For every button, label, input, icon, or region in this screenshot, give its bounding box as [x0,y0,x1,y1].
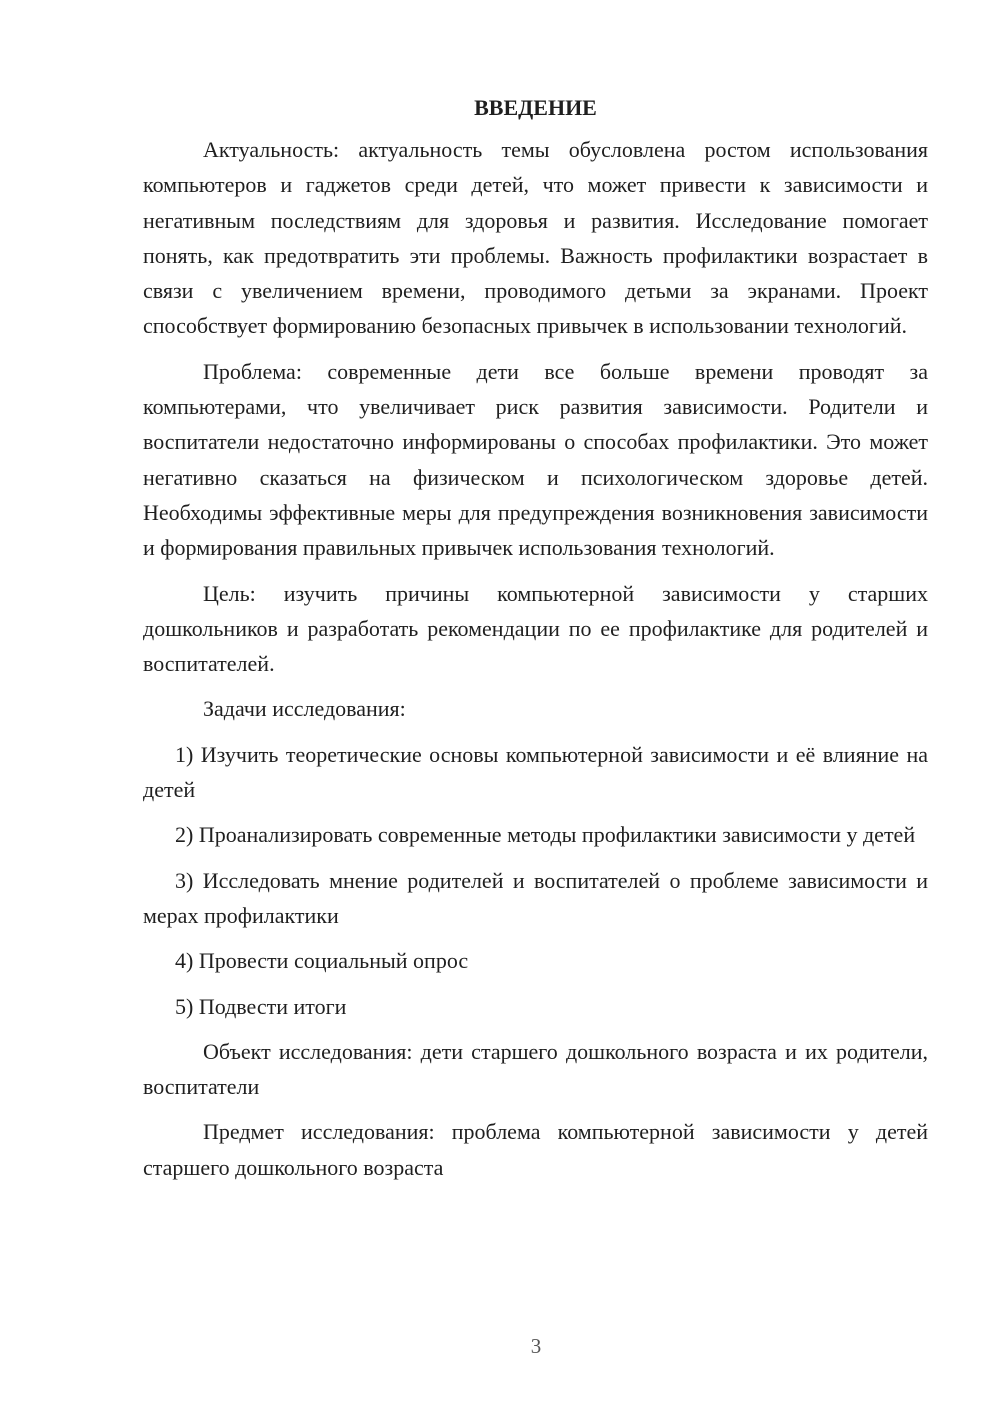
tasks-heading: Задачи исследования: [203,696,406,722]
problem-paragraph: Проблема: современные дети все больше времени проводят за компьютерами, что увеличивает риск развития зависимости. Родители и воспитатели недостаточно информированы о способах профилактики. Это может негативно сказаться на физическом и психологическом здоровье детей. Необходимы эффективные меры для предупреждения возникновения зависимости и формирования правильных привычек использования технологий. [143,358,928,561]
object-paragraph: Объект исследования: дети старшего дошкольного возраста и их родители, воспитатели [143,1038,928,1100]
task-item-3: 3) Исследовать мнение родителей и воспитателей о проблеме зависимости и мерах профилактики [143,867,928,928]
relevance-paragraph: Актуальность: актуальность темы обусловлена ростом использования компьютеров и гаджетов среди детей, что может привести к зависимости и негативным последствиям для здоровья и развития. Исследование помогает понять, как предотвратить эти проблемы. Важность профилактики возрастает в связи с увеличением времени, проводимого детьми за экранами. Проект способствует формированию безопасных привычек в использовании технологий. [143,137,928,339]
task-item-4: 4) Провести социальный опрос [175,948,469,974]
section-title: ВВЕДЕНИЕ [474,95,597,120]
page-content [143,90,928,1195]
task-item-2: 2) Проанализировать современные методы профилактики зависимости у детей [175,822,916,848]
task-item-5: 5) Подвести итоги [175,993,347,1019]
goal-paragraph: Цель: изучить причины компьютерной зависимости у старших дошкольников и разработать рекомендации по ее профилактике для родителей и воспитателей. [143,580,928,677]
page-number: 3 [530,1334,542,1358]
task-item-1: 1) Изучить теоретические основы компьютерной зависимости и её влияние на детей [143,741,928,803]
subject-paragraph: Предмет исследования: проблема компьютерной зависимости у детей старшего дошкольного возраста [143,1119,928,1180]
